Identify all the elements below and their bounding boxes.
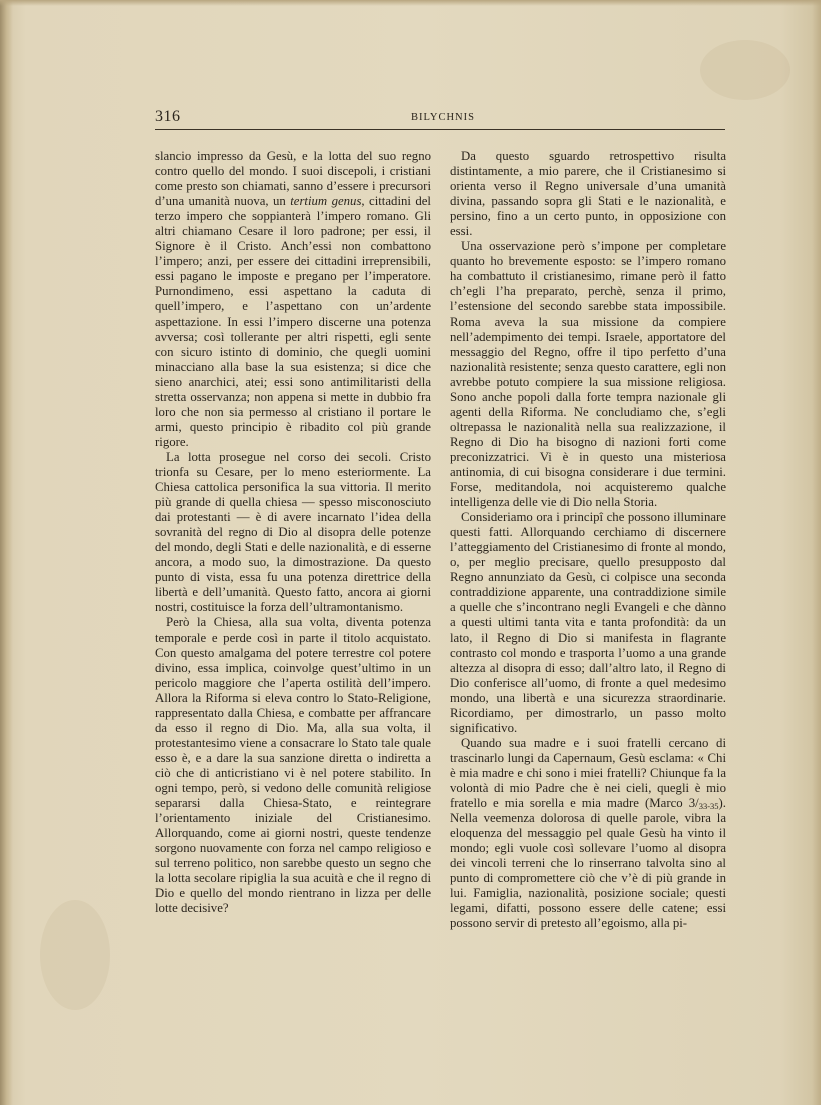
paragraph: Una osservazione però s’impone per completare quanto ho brevemente esposto: se l’impero romano ha combattuto il cristianesimo, rimane però il fatto ch’egli l’ha preparato, perchè, senza il primo, l’estensione del secondo sarebbe stata impossibile. Roma aveva la sua missione da compiere nell’adempimento dei tempi. Israele, apportatore del messaggio del Regno, offre il tipo perfetto d’una nazionalità resistente; senza questo carattere, egli non avrebbe potuto compiere la sua missione religiosa. Sono anche popoli dalla forte tempra nazionale gli agenti della Riforma. Ne concludiamo che, s’egli oltrepassa le nazionalità nella sua realizzazione, il Regno di Dio ha bisogno di nazioni forti come preconizzatrici. Vi è in questo una misteriosa antinomia, di cui bisogna considerare i due termini. Forse, meditandola, noi acquisteremo qualche intelligenza delle vie di Dio nella Storia. — [450, 239, 726, 510]
paragraph-text: ). Nella veemenza dolorosa di quelle parole, vibra la eloquenza del messaggio pel quale Gesù ha vinto il mondo; egli vuole così sollevare l’uomo al disopra dei vincoli terreni che lo rinserrano talvolta sino al punto di compromettere ciò che v’è di più grande in lui. Famiglia, nazionalità, posizione sociale; questi legami, difatti, possono essere delle catene; essi possono servir di pretesto all’egoismo, alla pi- — [450, 796, 726, 931]
page-number: 316 — [155, 108, 181, 125]
page-shadow-left — [0, 0, 13, 1105]
paragraph-text: , cittadini del terzo impero che soppianterà l’impero romano. Gli altri chiamano Cesare il loro padrone; per essi, il Signore è il Cristo. Anch’essi non combattono l’impero; anzi, per essere dei cittadini irreprensibili, essi pagano le imposte e pregano per l’imperatore. Purnondimeno, essi aspettano la caduta di quell’impero, e l’aspettano con un’ardente aspettazione. In essi l’impero discerne una potenza avversa; così tollerante per altri rispetti, egli sente con sicuro istinto di dominio, che quegli uomini minacciano alla base la sua esistenza; si dice che sieno anarchici, atei; essi sono antimilitaristi della stretta osservanza; non appena si mette in dubbio fra loro che non sia permesso al cristiano il portare le armi, questo principio è ribadito col più grande rigore. — [155, 194, 431, 449]
italic-term: tertium genus — [290, 194, 362, 209]
page-shadow-top — [0, 0, 821, 6]
right-column — [450, 149, 726, 931]
verse-reference: 33-35 — [698, 801, 719, 812]
paragraph-text: Quando sua madre e i suoi fratelli cercano di trascinarlo lungi da Capernaum, Gesù esclama: « Chi è mia madre e chi sono i miei fratelli? Chiunque fa la volontà di mio Padre che è nei cieli, quegli è mio fratello e mia sorella e mia madre (Marco 3/ — [450, 735, 726, 811]
paragraph — [155, 149, 431, 450]
paragraph: La lotta prosegue nel corso dei secoli. Cristo trionfa su Cesare, per lo meno esteriormente. La Chiesa cattolica personifica la sua vittoria. Il merito più grande di quella chiesa — spesso misconosciuto dai protestanti — è di avere incarnato l’idea della sovranità del regno di Dio al disopra delle potenze del mondo, degli Stati e delle nazionalità, e di esserne ancora, a modo suo, la dimostrazione. Da questo punto di vista, essa fu una potenza direttrice della libertà e dell’umanità. Questo fatto, ancora ai giorni nostri, costituisce la forza dell’ultramontanismo. — [155, 449, 431, 615]
paper-stain — [700, 40, 790, 100]
paragraph-text: slancio impresso da Gesù, e la lotta del suo regno contro quello del mondo. I suoi discepoli, i cristiani come presto son chiamati, sanno d’essere i precursori d’una umanità nuova, un — [155, 149, 431, 209]
paragraph: Consideriamo ora i principî che possono illuminare questi fatti. Allorquando cerchiamo di discernere l’atteggiamento del Cristianesimo di fronte al mondo, o, per meglio precisare, quello presupposto dal Regno annunziato da Gesù, ci colpisce una seconda contraddizione apparente, una contraddizione simile a quelle che s’incontrano negli Evangeli e che dànno a questi ultimi tanta vita e tanta profondità: da un lato, il Regno di Dio si manifesta in flagrante contrasto col mondo e trasporta l’uomo a una grande altezza al disopra di esso; dall’altro lato, il Regno di Dio conferisce all’uomo, di fronte a quel medesimo mondo, una libertà e una sicurezza straordinarie. Ricordiamo, per dimostrarlo, un passo molto significativo. — [450, 510, 726, 735]
left-column — [155, 149, 431, 916]
header-rule — [155, 129, 725, 130]
paragraph — [450, 736, 726, 932]
paragraph: Però la Chiesa, alla sua volta, diventa potenza temporale e perde così in parte il titolo acquistato. Con questo amalgama del potere terrestre col potere divino, essa implica, coinvolge quest’ultimo in un pericolo maggiore che l’aperta ostilità dell’impero. Allora la Riforma si eleva contro lo Stato-Religione, rappresentato dalla Chiesa, e combatte per affrancare da esso il regno di Dio. Ma, alla sua volta, il protestantesimo viene a consacrare lo Stato tale quale esso è, e a dare la sua sanzione diretta o indiretta a ciò che di anticristiano vi è nel potere stabilito. In ogni tempo, però, si vedono delle comunità religiose separarsi dalla Chiesa-Stato, e reintegrare l’orientamento iniziale del Cristianesimo. Allorquando, come ai giorni nostri, queste tendenze sorgono nuovamente con forza nel campo religioso e sul terreno politico, non sarebbe questo un segno che la lotta secolare ripiglia la sua acuità e che il regno di Dio e quello del mondo rientrano in lizza per delle lotte decisive? — [155, 615, 431, 916]
paper-stain — [40, 900, 110, 1010]
paragraph: Da questo sguardo retrospettivo risulta distintamente, a mio parere, che il Cristianesimo si orienta verso il Regno universale d’una umanità divina, passando sopra gli Stati e le nazionalità, e persino, fino a un certo punto, in opposizione con essi. — [450, 149, 726, 239]
page-header — [155, 108, 725, 132]
running-title: BILYCHNIS — [411, 112, 475, 123]
